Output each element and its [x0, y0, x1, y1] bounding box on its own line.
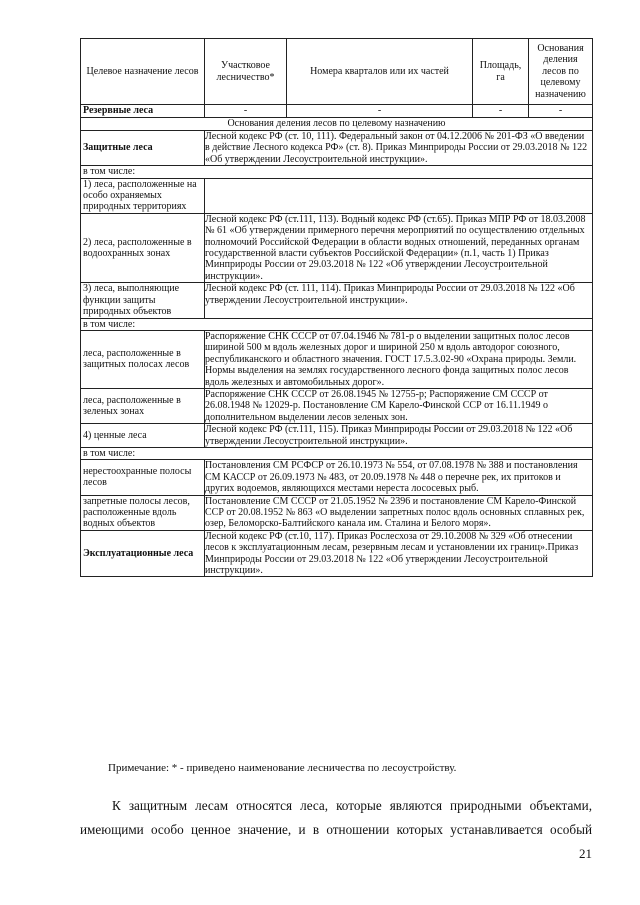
table-footnote: Примечание: * - приведено наименование лесничества по лесоустройству. [108, 762, 457, 774]
row-purpose-label: Защитные леса [81, 131, 205, 166]
table-row [81, 213, 593, 282]
reserve-label: Резервные леса [81, 105, 205, 118]
table-row [81, 131, 593, 166]
page-number: 21 [579, 846, 592, 861]
reserve-forest-row [81, 105, 593, 118]
row-purpose-label: 2) леса, расположенные в водоохранных зонах [81, 213, 205, 282]
row-basis-text: Лесной кодекс РФ (ст.10, 117). Приказ Рослесхоза от 29.10.2008 № 329 «Об отнесении лесов к эксплуатационным лесам, резервным лесам и установлении их границ».Приказ Минприроды России от 29.03.2018 № 122 «Об утверждении Лесоустроительной инструкции». [205, 530, 593, 577]
header-purpose: Целевое назначение лесов [81, 39, 205, 105]
table-row [81, 424, 593, 448]
row-purpose-label: 4) ценные леса [81, 424, 205, 448]
header-basis: Основания деления лесов по целевому назначению [529, 39, 593, 105]
row-purpose-label: запретные полосы лесов, расположенные вдоль водных объектов [81, 495, 205, 530]
row-basis-text [205, 178, 593, 213]
reserve-basis: - [529, 105, 593, 118]
row-purpose-label: нерестоохранные полосы лесов [81, 460, 205, 495]
section-title: Основания деления лесов по целевому назначению [81, 118, 593, 131]
table-row [81, 178, 593, 213]
subgroup-row [81, 447, 593, 459]
row-basis-text: Распоряжение СНК СССР от 07.04.1946 № 781-р о выделении защитных полос лесов шириной 500 м вдоль железных дорог и шириной 250 м вдоль автодорог союзного, республиканского и областного значения. ГОСТ 17.5.3.02-90 «Охрана природы. Земли. Нормы выделения на землях государственного лесного фонда защитных полос лесов вдоль железных и автомобильных дорог». [205, 330, 593, 388]
body-paragraph [80, 794, 592, 842]
table-row [81, 460, 593, 495]
subgroup-row [81, 318, 593, 330]
table-row [81, 495, 593, 530]
row-basis-text: Постановление СМ СССР от 21.05.1952 № 2396 и постановление СМ Карело-Финской ССР от 20.08.1952 № 863 «О выделении запретных полос вдоль основных сплавных рек, озер, Беломорско-Балтийского канала им. Сталина и Белого моря». [205, 495, 593, 530]
header-area: Площадь, га [473, 39, 529, 105]
row-basis-text: Лесной кодекс РФ (ст. 111, 114). Приказ Минприроды России от 29.03.2018 № 122 «Об утверждении Лесоустроительной инструкции». [205, 283, 593, 318]
subgroup-row [81, 166, 593, 178]
subgroup-label: в том числе: [81, 318, 593, 330]
table-row [81, 330, 593, 388]
table-header-row [81, 39, 593, 105]
row-purpose-label: Эксплуатационные леса [81, 530, 205, 577]
row-basis-text: Постановления СМ РСФСР от 26.10.1973 № 554, от 07.08.1978 № 388 и постановления СМ КАССР от 26.09.1973 № 483, от 20.09.1978 № 448 о перечне рек, их притоков и других водоемов, являющихся местами нереста лососевых рыб. [205, 460, 593, 495]
subgroup-label: в том числе: [81, 166, 593, 178]
row-basis-text: Лесной кодекс РФ (ст.111, 113). Водный кодекс РФ (ст.65). Приказ МПР РФ от 18.03.2008 № 61 «Об утверждении примерного перечня мероприятий по осуществлению отдельных полномочий Российской Федерации в области водных отношений, переданных органам государственной власти субъектов Российской Федерации» (п.1, часть 1) Приказ Минприроды России от 29.03.2018 № 122 «Об утверждении Лесоустроительной инструкции». [205, 213, 593, 282]
subgroup-label: в том числе: [81, 447, 593, 459]
table-row [81, 388, 593, 423]
header-forestry: Участковое лесничество* [205, 39, 287, 105]
row-purpose-label: леса, расположенные в зеленых зонах [81, 388, 205, 423]
reserve-area: - [473, 105, 529, 118]
row-purpose-label: 1) леса, расположенные на особо охраняемых природных территориях [81, 178, 205, 213]
row-basis-text: Лесной кодекс РФ (ст. 10, 111). Федеральный закон от 04.12.2006 № 201-ФЗ «О введении в действие Лесного кодекса РФ» (ст. 8). Приказ Минприроды России от 29.03.2018 № 122 «Об утверждении Лесоустроительной инструкции». [205, 131, 593, 166]
row-purpose-label: леса, расположенные в защитных полосах лесов [81, 330, 205, 388]
header-blocks: Номера кварталов или их частей [287, 39, 473, 105]
paragraph-line-2: имеющими особо ценное значение, и в отношении которых устанавливается особый [80, 822, 592, 837]
table-row [81, 283, 593, 318]
table-row [81, 530, 593, 577]
row-purpose-label: 3) леса, выполняющие функции защиты природных объектов [81, 283, 205, 318]
reserve-forestry: - [205, 105, 287, 118]
row-basis-text: Распоряжение СНК СССР от 26.08.1945 № 12755-р; Распоряжение СМ СССР от 26.08.1948 № 12029-р. Постановление СМ Карело-Финской ССР от 16.11.1949 о дополнительном выделении лесов зеленых зон. [205, 388, 593, 423]
reserve-blocks: - [287, 105, 473, 118]
paragraph-line-1: К защитным лесам относятся леса, которые являются природными объектами, [112, 798, 592, 813]
row-basis-text: Лесной кодекс РФ (ст.111, 115). Приказ Минприроды России от 29.03.2018 № 122 «Об утверждении Лесоустроительной инструкции». [205, 424, 593, 448]
section-title-row [81, 118, 593, 131]
forest-purpose-table [80, 38, 593, 577]
